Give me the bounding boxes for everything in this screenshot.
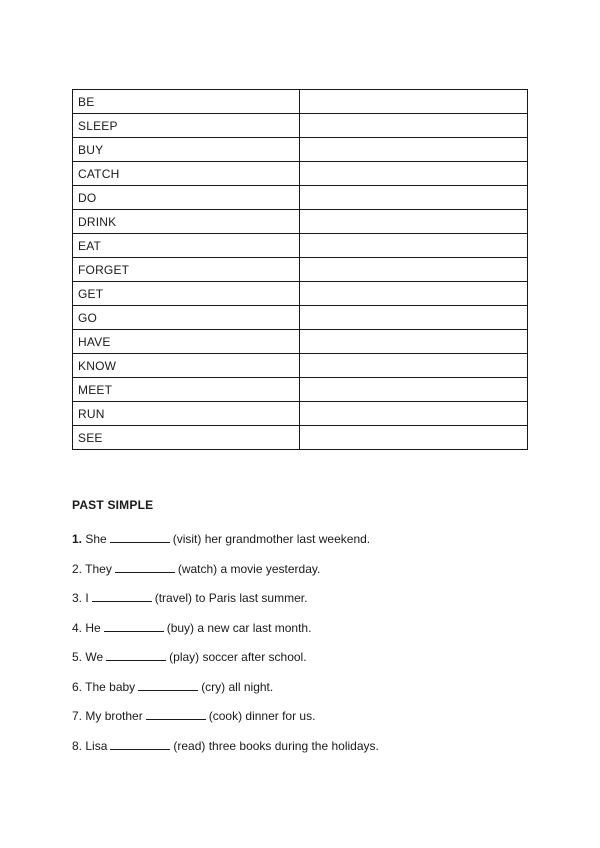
exercise-subject: My brother: [85, 709, 143, 723]
exercise-hint: (play) soccer after school.: [169, 650, 307, 664]
verb-cell: DO: [73, 186, 300, 210]
exercise-item: [72, 649, 379, 679]
exercise-hint: (buy) a new car last month.: [166, 620, 312, 635]
exercise-subject: We: [85, 650, 104, 664]
answer-blank[interactable]: [92, 591, 152, 602]
exercise-item: [72, 738, 379, 768]
verb-cell: MEET: [73, 378, 300, 402]
verb-cell: CATCH: [73, 162, 300, 186]
answer-cell[interactable]: [300, 234, 528, 258]
answer-cell[interactable]: [300, 426, 528, 450]
table-row: [73, 234, 528, 258]
answer-blank[interactable]: [115, 562, 175, 573]
verb-cell: GO: [73, 306, 300, 330]
verb-cell: EAT: [73, 234, 300, 258]
answer-cell[interactable]: [300, 402, 528, 426]
answer-cell[interactable]: [300, 282, 528, 306]
verb-cell: HAVE: [73, 330, 300, 354]
exercise-number: 1.: [72, 532, 83, 546]
exercise-subject: I: [85, 591, 89, 605]
table-row: [73, 90, 528, 114]
exercise-subject: They: [85, 561, 112, 576]
exercise-hint: (cry) all night.: [201, 679, 274, 694]
answer-blank[interactable]: [106, 650, 166, 661]
verb-cell: SLEEP: [73, 114, 300, 138]
answer-cell[interactable]: [300, 186, 528, 210]
answer-cell[interactable]: [300, 90, 528, 114]
exercise-item: [72, 590, 379, 620]
verb-cell: DRINK: [73, 210, 300, 234]
exercise-subject: She: [85, 532, 107, 546]
answer-blank[interactable]: [110, 739, 170, 750]
table-row: [73, 378, 528, 402]
answer-blank[interactable]: [146, 709, 206, 720]
answer-cell[interactable]: [300, 114, 528, 138]
exercise-item: [72, 679, 379, 709]
table-row: [73, 306, 528, 330]
exercise-item: [72, 620, 379, 650]
table-row: [73, 258, 528, 282]
answer-blank[interactable]: [110, 532, 170, 543]
table-row: [73, 402, 528, 426]
exercise-subject: The baby: [85, 679, 136, 694]
verb-cell: GET: [73, 282, 300, 306]
exercise-subject: He: [85, 620, 101, 635]
exercise-hint: (travel) to Paris last summer.: [154, 591, 308, 605]
exercise-number: 5.: [72, 650, 83, 664]
verb-cell: RUN: [73, 402, 300, 426]
answer-cell[interactable]: [300, 210, 528, 234]
verb-cell: FORGET: [73, 258, 300, 282]
answer-blank[interactable]: [104, 621, 164, 632]
exercise-item: [72, 531, 379, 561]
exercise-subject: Lisa: [85, 738, 108, 753]
exercise-hint: (visit) her grandmother last weekend.: [172, 532, 371, 546]
answer-cell[interactable]: [300, 258, 528, 282]
exercise-number: 8.: [72, 738, 83, 753]
table-row: [73, 210, 528, 234]
exercise-number: 4.: [72, 620, 83, 635]
exercise-item: [72, 561, 379, 591]
exercise-list: [72, 531, 379, 767]
exercise-number: 7.: [72, 709, 83, 723]
table-row: [73, 426, 528, 450]
exercise-item: [72, 708, 379, 738]
table-row: [73, 354, 528, 378]
verb-cell: SEE: [73, 426, 300, 450]
verb-cell: KNOW: [73, 354, 300, 378]
answer-cell[interactable]: [300, 138, 528, 162]
answer-cell[interactable]: [300, 162, 528, 186]
exercise-number: 3.: [72, 591, 83, 605]
section-title: PAST SIMPLE: [72, 498, 154, 512]
answer-cell[interactable]: [300, 330, 528, 354]
table-row: [73, 138, 528, 162]
exercise-number: 6.: [72, 679, 83, 694]
table-row: [73, 114, 528, 138]
answer-blank[interactable]: [138, 680, 198, 691]
exercise-number: 2.: [72, 561, 83, 576]
table-row: [73, 282, 528, 306]
answer-cell[interactable]: [300, 378, 528, 402]
verb-table: [72, 89, 528, 450]
table-row: [73, 186, 528, 210]
table-row: [73, 162, 528, 186]
exercise-hint: (watch) a movie yesterday.: [177, 561, 321, 576]
exercise-hint: (cook) dinner for us.: [208, 709, 316, 723]
answer-cell[interactable]: [300, 306, 528, 330]
table-row: [73, 330, 528, 354]
answer-cell[interactable]: [300, 354, 528, 378]
exercise-hint: (read) three books during the holidays.: [173, 738, 379, 753]
verb-cell: BUY: [73, 138, 300, 162]
verb-cell: BE: [73, 90, 300, 114]
